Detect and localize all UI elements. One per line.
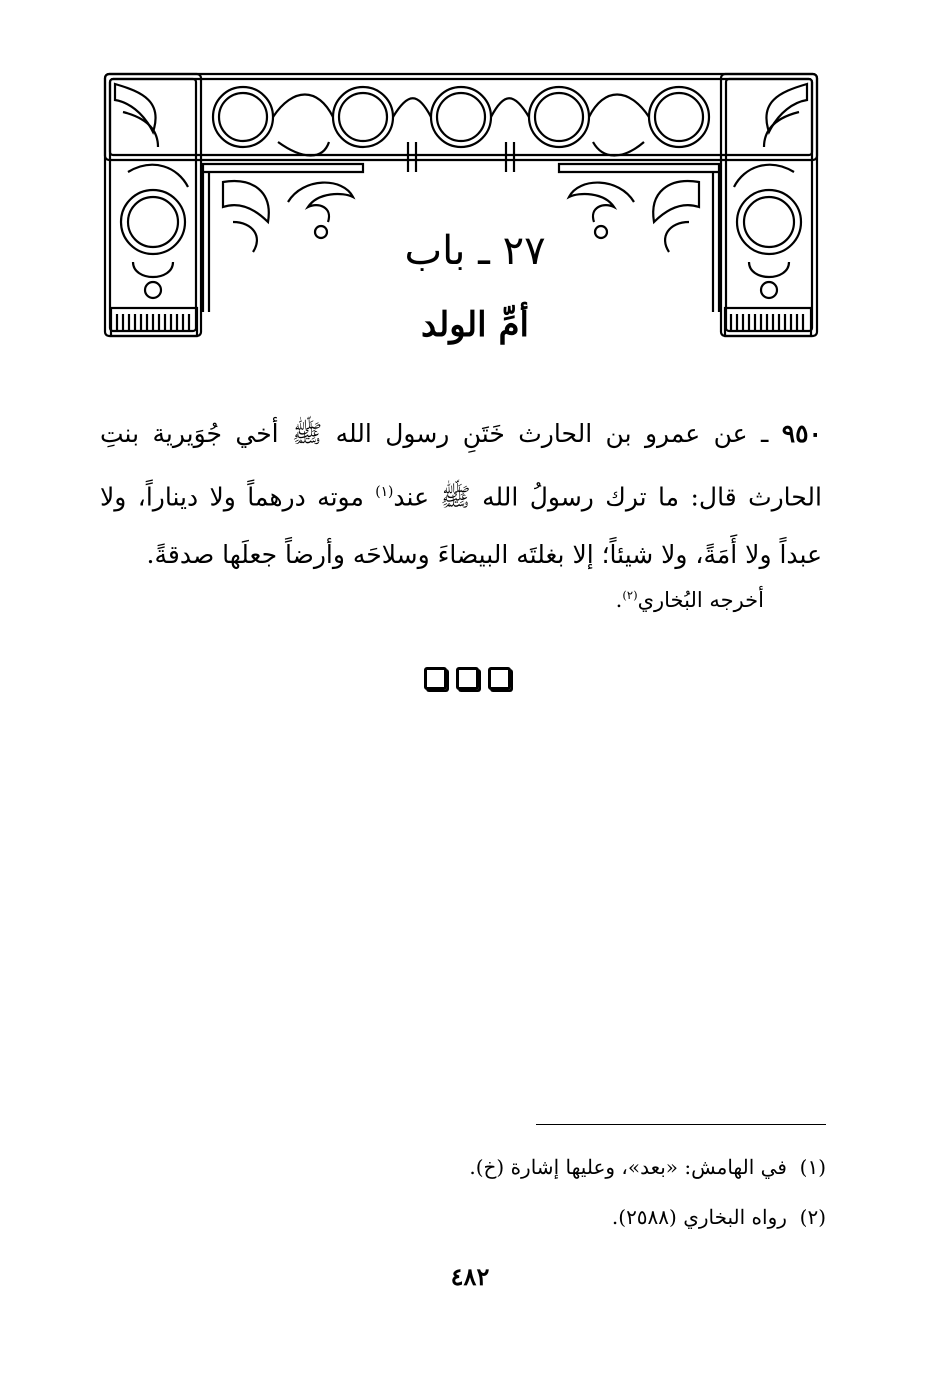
hadith-paragraph (100, 405, 822, 584)
footnote-text: رواه البخاري (٢٥٨٨). (611, 1205, 787, 1229)
source-citation (440, 578, 764, 617)
source-text: أخرجه البُخاري (637, 588, 764, 612)
footnote-text: في الهامش: «بعد»، وعليها إشارة (خ). (469, 1155, 787, 1179)
footnote-marker: (١) (799, 1155, 826, 1179)
hadith-text-part1: ـ عن عمرو بن الحارث خَتَنِ رسول الله ﷺ أخي جُوَيرية بنتِ الحارث قال: ما ترك رسولُ الله ﷺ عند (100, 419, 822, 512)
footnote-ref-1[interactable]: (١) (375, 484, 394, 500)
section-separator (424, 667, 524, 693)
separator-square-icon (456, 667, 479, 690)
footnote-marker: (٢) (799, 1205, 826, 1229)
separator-square-icon (424, 667, 447, 690)
chapter-number: ٢٧ ـ باب (404, 228, 546, 274)
separator-square-icon (488, 667, 511, 690)
footnote-2 (300, 1200, 826, 1234)
hadith-number: ٩٥٠ (781, 419, 822, 448)
hadith-text-part2: موته درهماً ولا ديناراً، ولا عبداً ولا أَمَةً، ولا شيئاً؛ إلا بغلتَه البيضاءَ وسلاحَه وأرضاً جعلَها صدقةً. (100, 482, 822, 570)
page-number: ٤٨٢ (450, 1262, 490, 1291)
source-end: . (615, 588, 623, 612)
footnote-ref-2[interactable]: (٢) (622, 588, 638, 602)
footnote-1 (300, 1150, 826, 1184)
chapter-title: أمِّ الولد (421, 305, 529, 345)
footnote-divider (536, 1124, 826, 1125)
